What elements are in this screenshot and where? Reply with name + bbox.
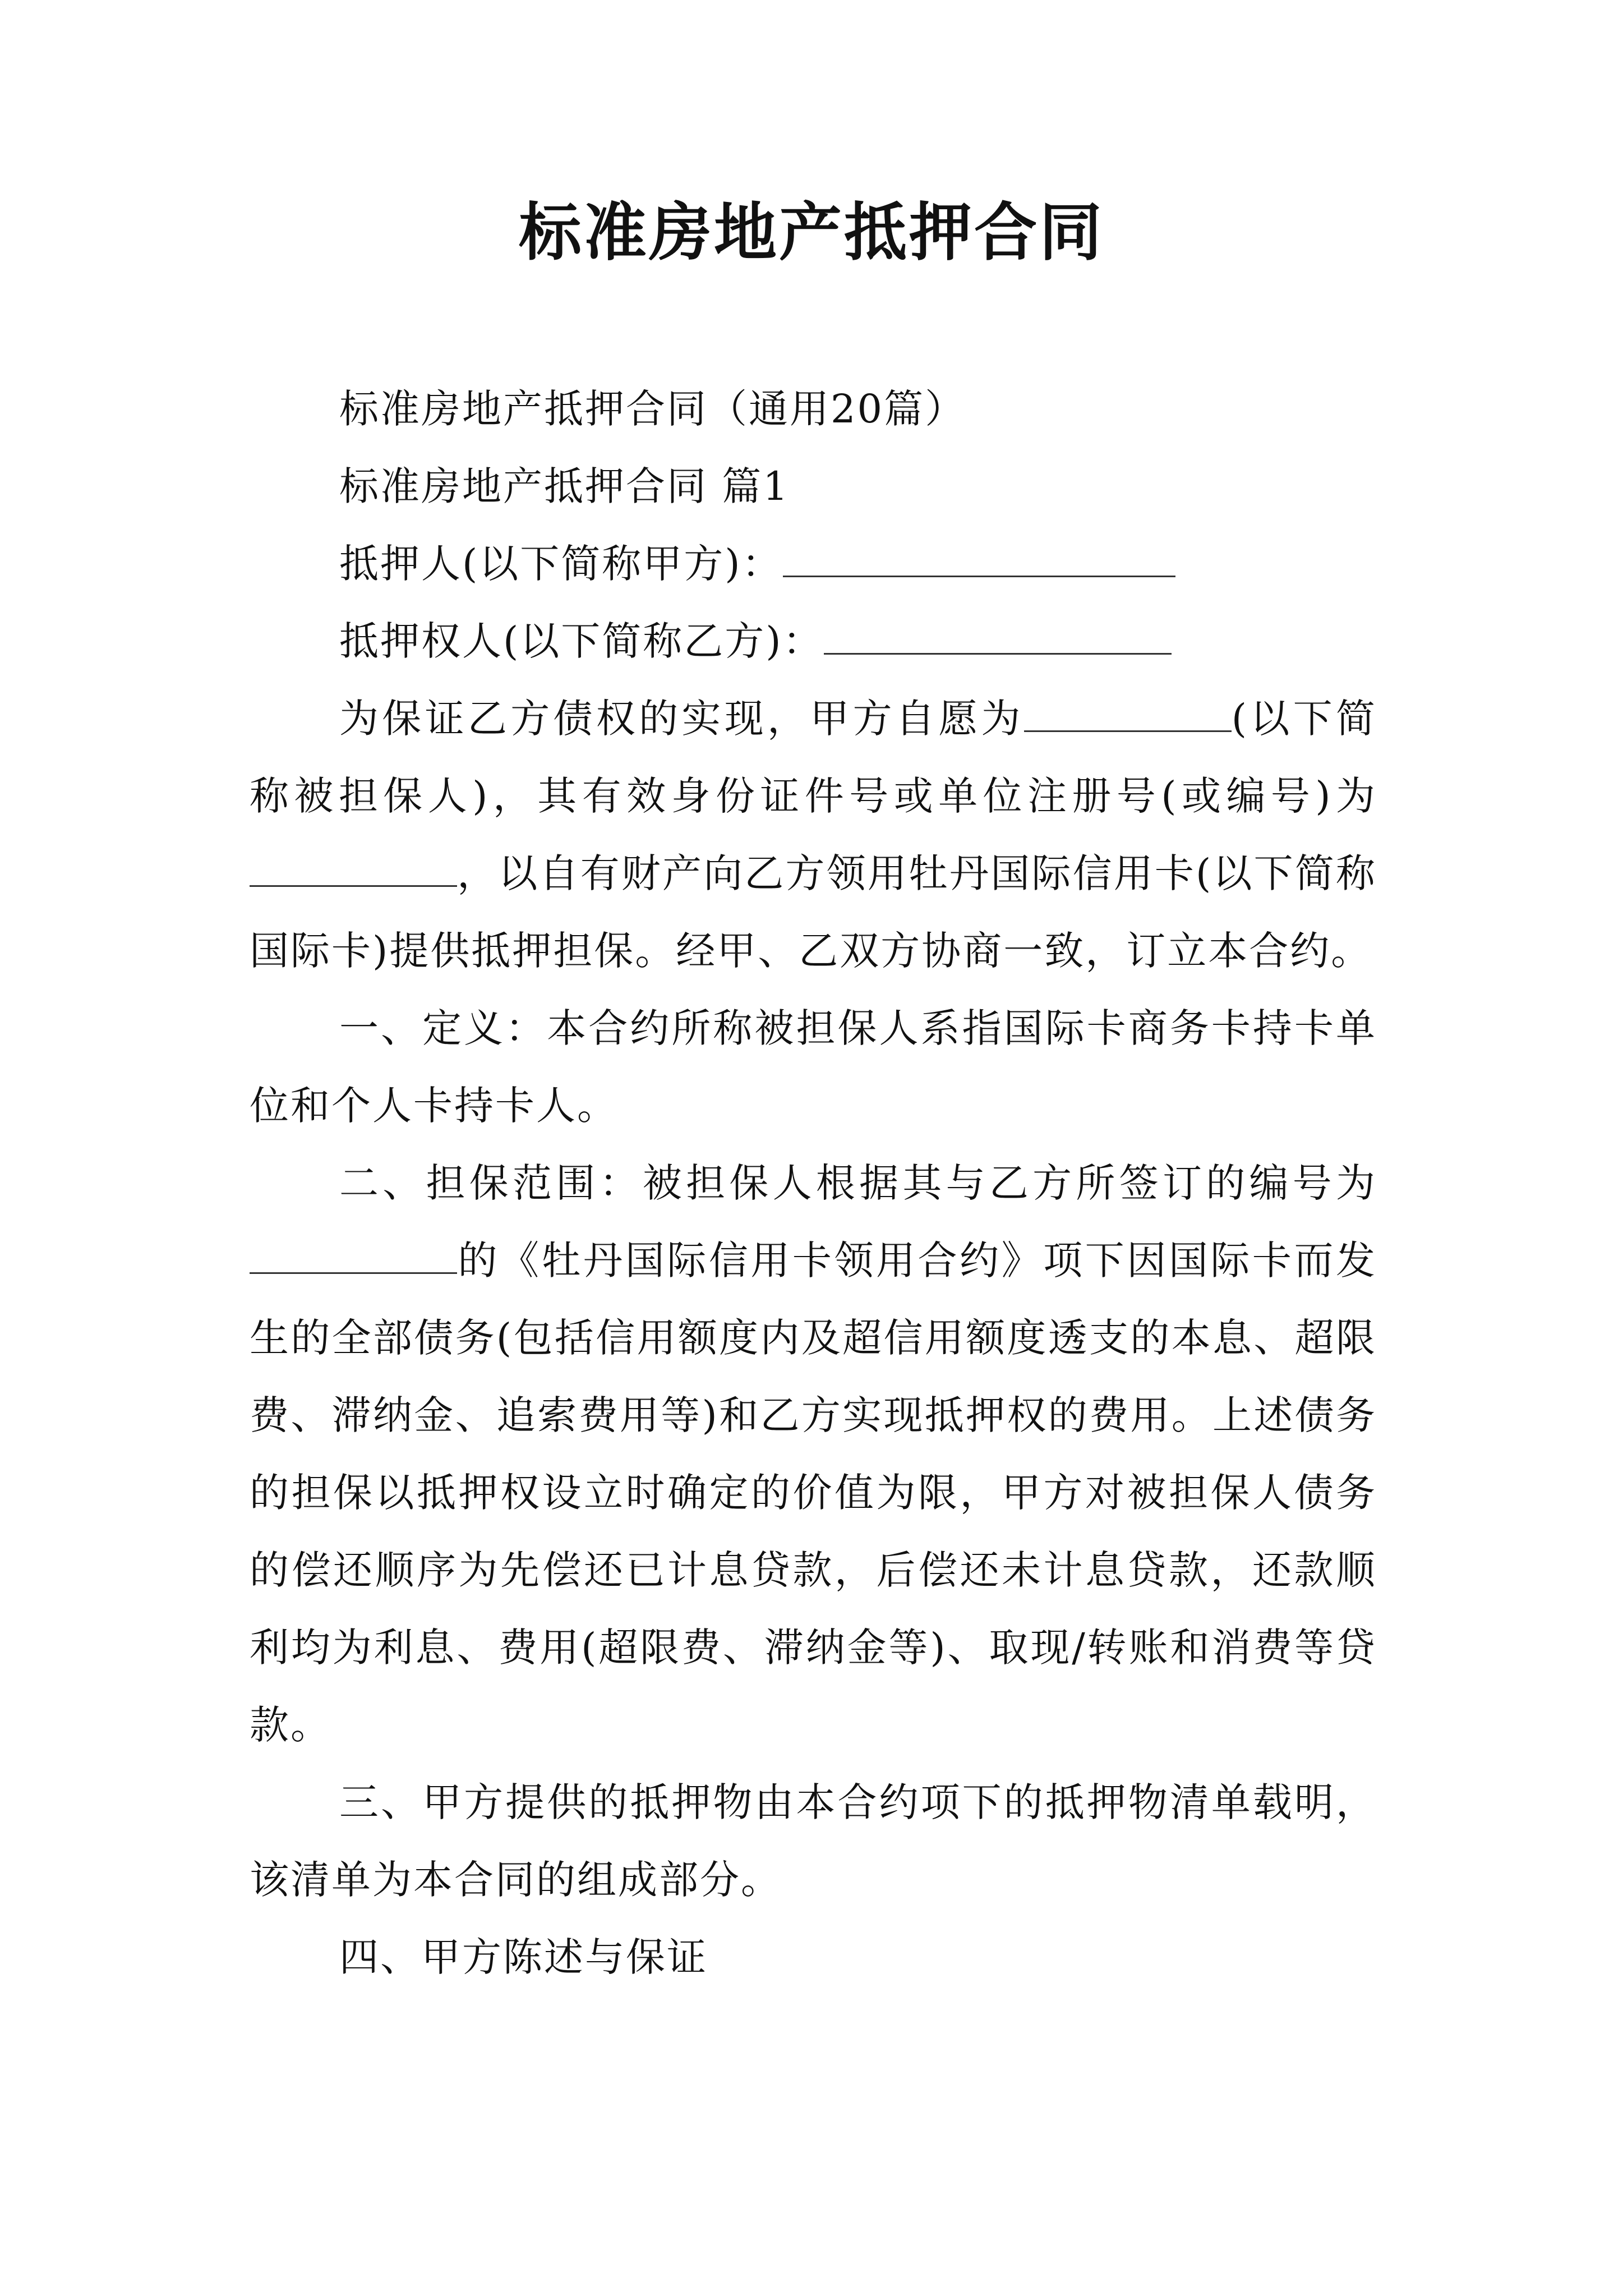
intro-paragraph [250, 680, 1377, 990]
document-title: 标准房地产抵押合同 [519, 196, 1104, 269]
id-number-blank [250, 846, 457, 887]
clause-2-text-2: 的《牡丹国际信用卡领用合约》项下因国际卡而发生的全部债务(包括信用额度内及超信用额度透支的本息、超限费、滞纳金、追索费用等)和乙方实现抵押权的费用。上述债务的担保以抵押权设立时确定的价值为限，甲方对被担保人债务的偿还顺序为先偿还已计息贷款，后偿还未计息贷款，还款顺利均为利息、费用(超限费、滞纳金等)、取现/转账和消费等贷款。 [250, 1237, 1377, 1748]
document-subtitle: 标准房地产抵押合同（通用20篇） [339, 386, 966, 432]
clause-2-text-1: 二、担保范围：被担保人根据其与乙方所签订的编号为 [339, 1160, 1377, 1206]
mortgagee-blank [824, 614, 1172, 655]
mortgagee-label: 抵押权人(以下简称乙方)： [339, 618, 824, 664]
intro-text-3: ，以自有财产向乙方领用牡丹国际信用卡(以下简称国际卡)提供抵押担保。经甲、乙双方协商一致，订立本合约。 [250, 850, 1377, 974]
clause-4: 四、甲方陈述与保证 [339, 1934, 708, 1980]
mortgagor-label: 抵押人(以下简称甲方)： [339, 541, 783, 587]
clause-2 [250, 1144, 1377, 1764]
mortgagor-line [250, 525, 1377, 602]
intro-text-1: 为保证乙方债权的实现，甲方自愿为 [339, 696, 1024, 742]
clause-3: 三、甲方提供的抵押物由本合约项下的抵押物清单载明，该清单为本合同的组成部分。 [250, 1779, 1377, 1903]
document-body [250, 370, 1377, 1996]
guaranteed-party-blank [1024, 691, 1232, 732]
intro-text-2: (以下简称被担保人)，其有效身份证件号或单位注册号(或编号)为 [250, 696, 1377, 819]
section-heading: 标准房地产抵押合同 篇1 [339, 463, 790, 509]
clause-1: 一、定义：本合约所称被担保人系指国际卡商务卡持卡单位和个人卡持卡人。 [250, 1005, 1377, 1129]
mortgagor-blank [783, 536, 1175, 577]
contract-number-blank [250, 1233, 457, 1274]
mortgagee-line [250, 602, 1377, 680]
